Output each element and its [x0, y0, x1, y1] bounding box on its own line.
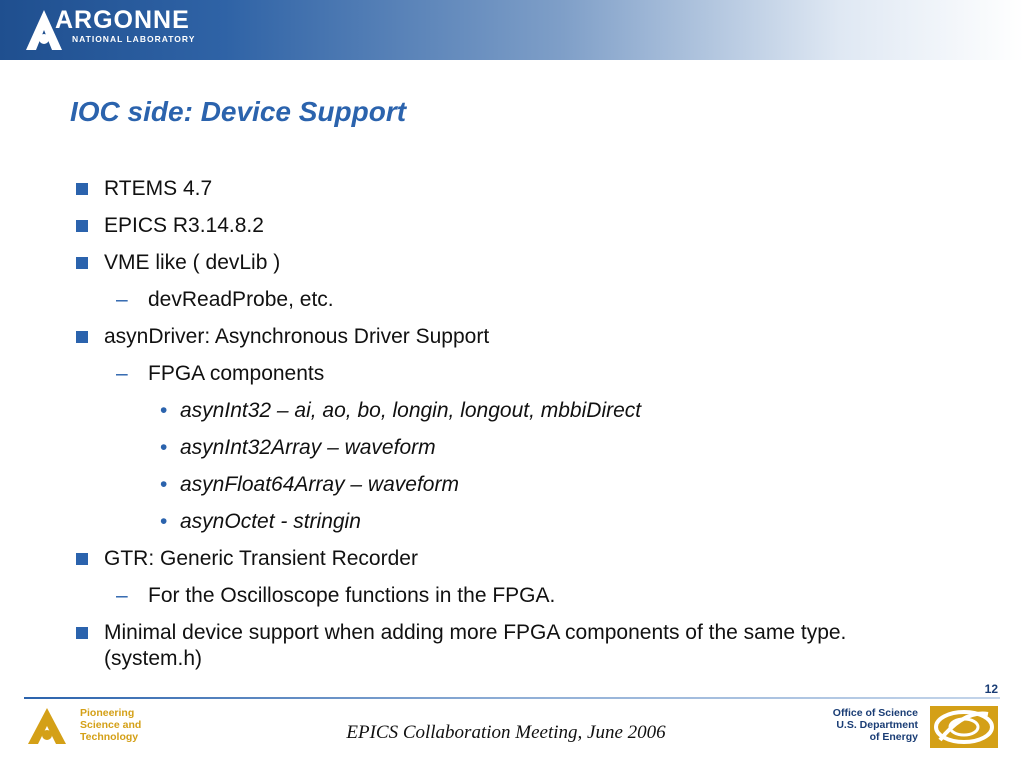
dash-bullet-icon: –	[116, 362, 128, 385]
bullet-item-level-1	[74, 250, 914, 276]
dot-bullet-icon: •	[160, 510, 168, 533]
bullet-text: EPICS R3.14.8.2	[104, 214, 264, 237]
square-bullet-icon	[76, 257, 88, 269]
bullet-text: VME like ( devLib )	[104, 251, 281, 274]
bullet-text: asynInt32 – ai, ao, bo, longin, longout, mbbiDirect	[180, 399, 642, 422]
doe-seal-icon	[930, 706, 998, 748]
tagline-line: Science and	[80, 719, 142, 731]
bullet-text: For the Oscilloscope functions in the FPGA.	[148, 584, 556, 607]
dot-bullet-icon: •	[160, 436, 168, 459]
bullet-text: Minimal device support when adding more FPGA components of the same type. (system.h)	[104, 621, 847, 670]
bullet-item-level-2	[74, 361, 914, 387]
bullet-text: FPGA components	[148, 362, 325, 385]
logo-main-text: ARGONNE	[55, 6, 190, 34]
logo-sub-text: NATIONAL LABORATORY	[72, 34, 196, 44]
dash-bullet-icon: –	[116, 288, 128, 311]
bullet-text: asynFloat64Array – waveform	[180, 473, 459, 496]
bullet-text: GTR: Generic Transient Recorder	[104, 547, 418, 570]
bullet-list	[74, 176, 914, 683]
square-bullet-icon	[76, 553, 88, 565]
bullet-item-level-3	[74, 509, 914, 535]
bullet-text: asynDriver: Asynchronous Driver Support	[104, 325, 490, 348]
bullet-item-level-2	[74, 583, 914, 609]
square-bullet-icon	[76, 331, 88, 343]
bullet-item-level-1	[74, 176, 914, 202]
square-bullet-icon	[76, 183, 88, 195]
footer-meeting-title: EPICS Collaboration Meeting, June 2006	[346, 722, 666, 743]
square-bullet-icon	[76, 627, 88, 639]
header-banner	[0, 0, 1024, 60]
bullet-item-level-1	[74, 620, 914, 672]
dash-bullet-icon: –	[116, 584, 128, 607]
bullet-item-level-1	[74, 213, 914, 239]
dot-bullet-icon: •	[160, 473, 168, 496]
bullet-item-level-3	[74, 435, 914, 461]
bullet-item-level-1	[74, 546, 914, 572]
square-bullet-icon	[76, 220, 88, 232]
bullet-item-level-1	[74, 324, 914, 350]
tagline-line: Technology	[80, 731, 139, 743]
tagline-line: Pioneering	[80, 707, 135, 719]
doe-office-text	[833, 707, 918, 743]
dot-bullet-icon: •	[160, 399, 168, 422]
bullet-item-level-2	[74, 287, 914, 313]
bullet-text: devReadProbe, etc.	[148, 288, 334, 311]
bullet-text: asynOctet - stringin	[180, 510, 361, 533]
doe-line: U.S. Department	[836, 719, 918, 731]
page-number: 12	[984, 682, 998, 696]
bullet-item-level-3	[74, 398, 914, 424]
footer-divider	[24, 697, 1000, 699]
bullet-item-level-3	[74, 472, 914, 498]
bullet-text: RTEMS 4.7	[104, 177, 213, 200]
doe-line: of Energy	[869, 731, 918, 743]
bullet-text: asynInt32Array – waveform	[180, 436, 436, 459]
slide-title: IOC side: Device Support	[70, 96, 407, 127]
doe-line: Office of Science	[832, 707, 918, 719]
